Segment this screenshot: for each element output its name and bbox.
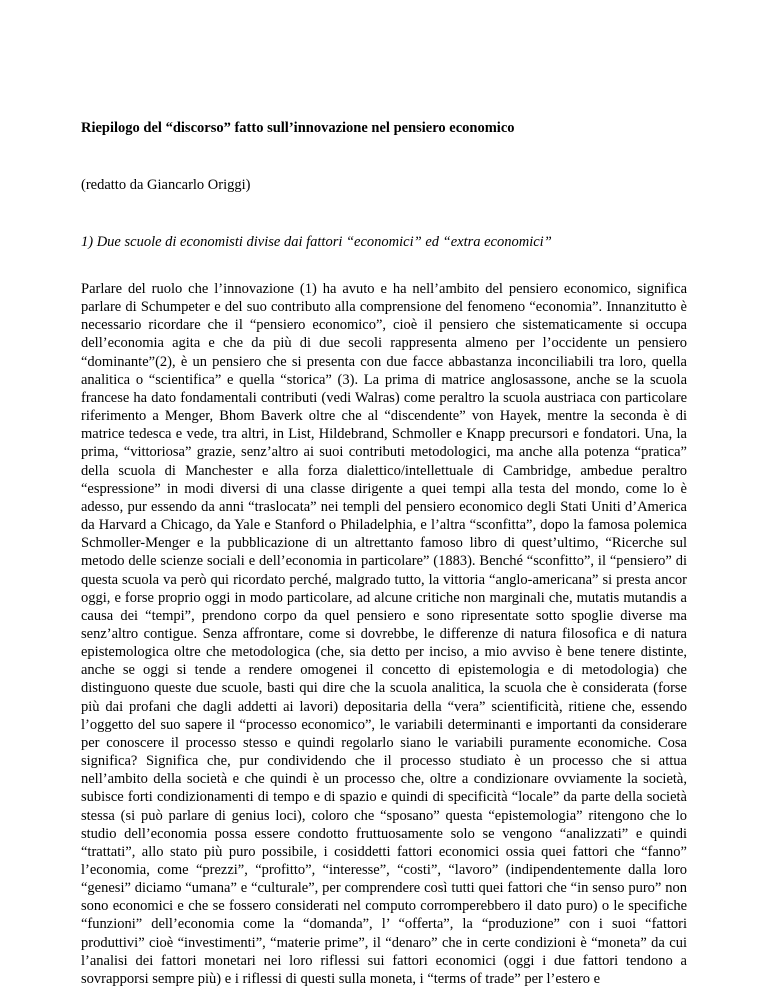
document-title: Riepilogo del “discorso” fatto sull’innovazione nel pensiero economico <box>81 120 515 136</box>
author-line: (redatto da Giancarlo Origgi) <box>81 177 251 193</box>
section-heading: 1) Due scuole di economisti divise dai fattori “economici” ed “extra economici” <box>81 234 552 250</box>
body-paragraph: Parlare del ruolo che l’innovazione (1) ha avuto e ha nell’ambito del pensiero economico, significa parlare di Schumpeter e del suo contributo alla comprensione del fenomeno “economia”. Innanzitutto è necessario ricordare che il “pensiero economico”, cioè il pensiero che sistematicamente si occupa dell’economia agita e che da più di due secoli rappresenta almeno per l’occidente un pensiero “dominante”(2), è un pensiero che si presenta con due facce abbastanza inconciliabili tra loro, quella analitica o “scientifica” e quella “storica” (3). La prima di matrice anglosassone, anche se la scuola francese ha dato fondamentali contributi (vedi Walras) come peraltro la scuola austriaca con particolare riferimento a Menger, Bhom Baverk oltre che al “discendente” von Hayek, mentre la seconda è di matrice tedesca e vede, tra altri, in List, Hildebrand, Schmoller e Knapp precursori e fondatori. Una, la prima, “vittoriosa” grazie, senz’altro ai suoi contributi metodologici, ma anche alla potenza “pratica” della scuola di Manchester e alla forza dialettico/intellettuale di Cambridge, ambedue peraltro “espressione” in modi diversi di una classe dirigente a quei tempi alla testa del mondo, come lo è adesso, pur essendo da anni “traslocata” nei templi del pensiero economico degli Stati Uniti d’America da Harvard a Chicago, da Yale e Stanford o Philadelphia, e l’altra “sconfitta”, dopo la famosa polemica Schmoller-Menger e la pubblicazione di un altrettanto famoso libro di quest’ultimo, “Ricerche sul metodo delle scienze sociali e dell’economia in particolare” (1883). Benché “sconfitto”, il “pensiero” di questa scuola va però qui ricordato perché, malgrado tutto, la vittoria “anglo-americana” si presta ancor oggi, e forse proprio oggi in modo particolare, ad alcune critiche non marginali che, mutatis mutandis a causa dei “tempi”, prendono corpo da quel pensiero e sono ripresentate sotto spoglie diverse ma senz’altro contigue. Senza affrontare, come si dovrebbe, le differenze di natura filosofica e di natura epistemologica oltre che metodologica (che, sia detto per inciso, a mio avviso è bene tenere distinte, anche se oggi si tende a rendere omogenei il concetto di epistemologia e di metodologia) che distinguono queste due scuole, basti qui dire che la scuola analitica, la scuola che è considerata (forse più dai profani che dagli addetti ai lavori) depositaria della “vera” scientificità, ritiene che, essendo l’oggetto del suo sapere il “processo economico”, le variabili determinanti e importanti da considerare per conoscere il processo stesso e quindi regolarlo siano le variabili puramente economiche. Cosa significa? Significa che, pur condividendo che il processo studiato è un processo che si attua nell’ambito della società e che quindi è un processo che, oltre a condizionare ovviamente la società, subisce forti condizionamenti di tempo e di spazio e quindi di specificità “locale” da parte della società stessa (si può parlare di genius loci), coloro che “sposano” questa “epistemologia” ritengono che lo studio dell’economia possa essere condotto fruttuosamente solo se vengono “analizzati” e quindi “trattati”, allo stato più puro possibile, i cosiddetti fattori economici ossia quei fattori che “fanno” l’economia, come “prezzi”, “profitto”, “interesse”, “costi”, “lavoro” (indipendentemente dalla loro “genesi” diciamo “umana” e “culturale”, per comprendere così tutti quei fattori che “in senso puro” non sono economici e che se fossero considerati nel computo corromperebbero il dato puro) o le specifiche “funzioni” dell’economia come la “domanda”, l’ “offerta”, la “produzione” con i suoi “fattori produttivi” cioè “investimenti”, “materie prime”, il “denaro” che in certe condizioni è “moneta” da cui l’analisi dei fattori monetari nei loro riflessi sui fattori economici (oggi i due fattori tendono a sovrapporsi sempre più) e i riflessi di questi sulla moneta, i “terms of trade” per l’estero e <box>81 281 687 987</box>
